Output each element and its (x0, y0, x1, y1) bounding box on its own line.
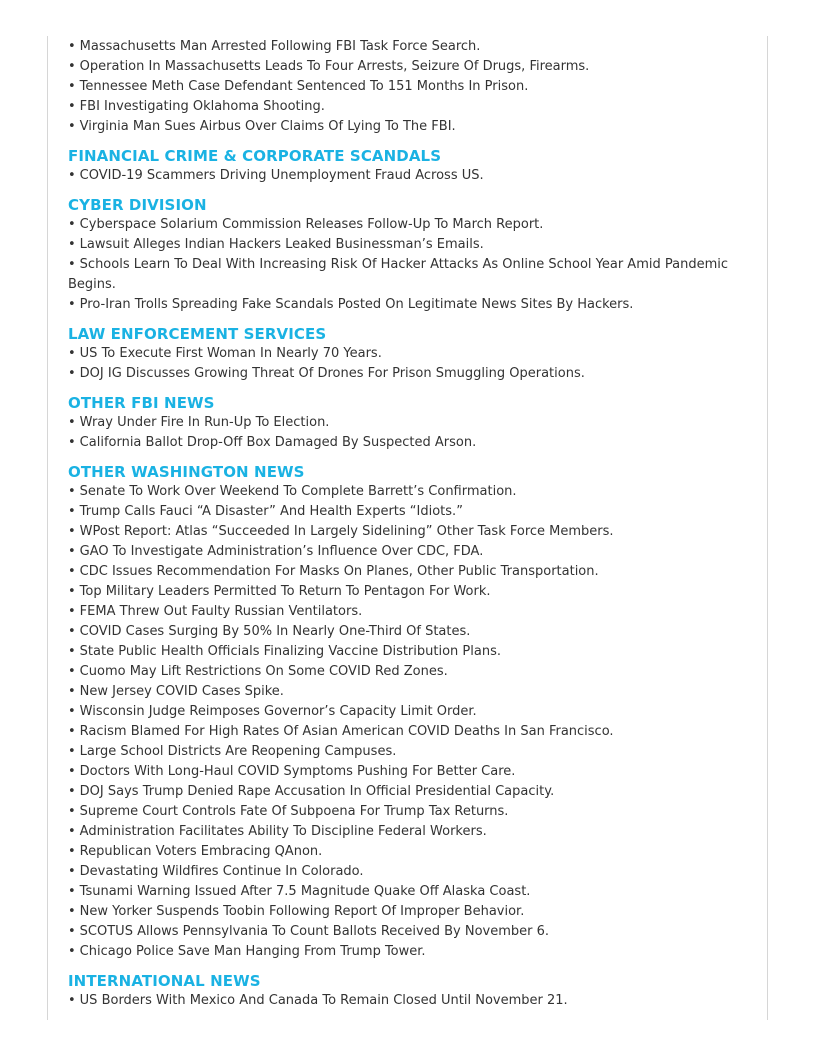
story-link[interactable]: Republican Voters Embracing QAnon. (79, 844, 323, 859)
bullet-icon: • (68, 684, 76, 699)
bullet-icon: • (68, 415, 76, 430)
bullet-icon: • (68, 724, 76, 739)
list-item (68, 117, 748, 137)
bullet-icon: • (68, 237, 76, 252)
story-link[interactable]: Virginia Man Sues Airbus Over Claims Of Lying To The FBI. (79, 119, 456, 134)
list-item (68, 255, 748, 295)
list-item (68, 902, 748, 922)
bullet-icon: • (68, 119, 76, 134)
news-section (68, 195, 748, 315)
list-item (68, 602, 748, 622)
story-link[interactable]: US Borders With Mexico And Canada To Remain Closed Until November 21. (79, 993, 568, 1008)
story-link[interactable]: Supreme Court Controls Fate Of Subpoena For Trump Tax Returns. (79, 804, 509, 819)
news-section (68, 324, 748, 384)
list-item (68, 542, 748, 562)
bullet-icon: • (68, 704, 76, 719)
list-item (68, 942, 748, 962)
story-list (68, 482, 748, 962)
list-item (68, 802, 748, 822)
list-item (68, 742, 748, 762)
story-link[interactable]: Cyberspace Solarium Commission Releases Follow-Up To March Report. (79, 217, 544, 232)
news-section (68, 393, 748, 453)
story-list (68, 991, 748, 1011)
list-item (68, 97, 748, 117)
list-item (68, 413, 748, 433)
section-heading: LAW ENFORCEMENT SERVICES (68, 325, 327, 343)
story-link[interactable]: DOJ Says Trump Denied Rape Accusation In Official Presidential Capacity. (79, 784, 555, 799)
list-item (68, 77, 748, 97)
list-item (68, 582, 748, 602)
story-link[interactable]: Tennessee Meth Case Defendant Sentenced To 151 Months In Prison. (79, 79, 529, 94)
story-link[interactable]: Tsunami Warning Issued After 7.5 Magnitude Quake Off Alaska Coast. (79, 884, 531, 899)
list-item (68, 622, 748, 642)
section-heading: OTHER WASHINGTON NEWS (68, 463, 305, 481)
list-item (68, 682, 748, 702)
list-item (68, 482, 748, 502)
bullet-icon: • (68, 993, 76, 1008)
story-list (68, 344, 748, 384)
story-list (68, 215, 748, 315)
story-link[interactable]: Operation In Massachusetts Leads To Four Arrests, Seizure Of Drugs, Firearms. (79, 59, 590, 74)
bullet-icon: • (68, 904, 76, 919)
bullet-icon: • (68, 524, 76, 539)
list-item (68, 295, 748, 315)
list-item (68, 782, 748, 802)
section-heading: INTERNATIONAL NEWS (68, 972, 261, 990)
list-item (68, 822, 748, 842)
bullet-icon: • (68, 824, 76, 839)
story-link[interactable]: WPost Report: Atlas “Succeeded In Largely Sidelining” Other Task Force Members. (79, 524, 614, 539)
story-link[interactable]: New Yorker Suspends Toobin Following Report Of Improper Behavior. (79, 904, 525, 919)
list-item (68, 922, 748, 942)
bullet-icon: • (68, 604, 76, 619)
list-item (68, 37, 748, 57)
bullet-icon: • (68, 544, 76, 559)
bullet-icon: • (68, 346, 76, 361)
list-item (68, 522, 748, 542)
list-item (68, 562, 748, 582)
bullet-icon: • (68, 844, 76, 859)
bullet-icon: • (68, 944, 76, 959)
list-item (68, 502, 748, 522)
bullet-icon: • (68, 624, 76, 639)
bullet-icon: • (68, 644, 76, 659)
list-item (68, 662, 748, 682)
list-item (68, 235, 748, 255)
news-digest (68, 37, 748, 1011)
story-link[interactable]: Senate To Work Over Weekend To Complete Barrett’s Confirmation. (79, 484, 517, 499)
bullet-icon: • (68, 168, 76, 183)
bullet-icon: • (68, 504, 76, 519)
bullet-icon: • (68, 366, 76, 381)
bullet-icon: • (68, 764, 76, 779)
list-item (68, 344, 748, 364)
bullet-icon: • (68, 435, 76, 450)
section-heading: CYBER DIVISION (68, 196, 207, 214)
story-link[interactable]: Top Military Leaders Permitted To Return To Pentagon For Work. (79, 584, 491, 599)
story-link[interactable]: Schools Learn To Deal With Increasing Risk Of Hacker Attacks As Online School Year Amid Pandemic Begins. (68, 257, 728, 292)
story-link[interactable]: COVID-19 Scammers Driving Unemployment Fraud Across US. (79, 168, 484, 183)
story-link[interactable]: Large School Districts Are Reopening Campuses. (79, 744, 397, 759)
story-link[interactable]: Doctors With Long-Haul COVID Symptoms Pushing For Better Care. (79, 764, 516, 779)
list-item (68, 433, 748, 453)
story-link[interactable]: FEMA Threw Out Faulty Russian Ventilators. (79, 604, 363, 619)
bullet-icon: • (68, 924, 76, 939)
story-link[interactable]: Pro-Iran Trolls Spreading Fake Scandals Posted On Legitimate News Sites By Hackers. (79, 297, 634, 312)
list-item (68, 722, 748, 742)
bullet-icon: • (68, 99, 76, 114)
bullet-icon: • (68, 59, 76, 74)
news-section (68, 462, 748, 962)
list-item (68, 991, 748, 1011)
story-link[interactable]: Wray Under Fire In Run-Up To Election. (79, 415, 330, 430)
section-heading: FINANCIAL CRIME & CORPORATE SCANDALS (68, 147, 442, 165)
story-link[interactable]: CDC Issues Recommendation For Masks On Planes, Other Public Transportation. (79, 564, 599, 579)
story-list (68, 166, 748, 186)
bullet-icon: • (68, 664, 76, 679)
story-list (68, 413, 748, 453)
story-link[interactable]: Administration Facilitates Ability To Discipline Federal Workers. (79, 824, 487, 839)
bullet-icon: • (68, 744, 76, 759)
story-link[interactable]: US To Execute First Woman In Nearly 70 Years. (79, 346, 382, 361)
section-heading: OTHER FBI NEWS (68, 394, 215, 412)
story-link[interactable]: Devastating Wildfires Continue In Colorado. (79, 864, 364, 879)
story-link[interactable]: COVID Cases Surging By 50% In Nearly One-Third Of States. (79, 624, 471, 639)
bullet-icon: • (68, 564, 76, 579)
story-link[interactable]: Wisconsin Judge Reimposes Governor’s Capacity Limit Order. (79, 704, 477, 719)
story-link[interactable]: Trump Calls Fauci “A Disaster” And Health Experts “Idiots.” (79, 504, 463, 519)
list-item (68, 364, 748, 384)
list-item (68, 57, 748, 77)
bullet-icon: • (68, 79, 76, 94)
news-section (68, 37, 748, 137)
bullet-icon: • (68, 884, 76, 899)
bullet-icon: • (68, 584, 76, 599)
bullet-icon: • (68, 217, 76, 232)
bullet-icon: • (68, 297, 76, 312)
list-item (68, 862, 748, 882)
story-link[interactable]: Chicago Police Save Man Hanging From Trump Tower. (79, 944, 426, 959)
story-link[interactable]: Cuomo May Lift Restrictions On Some COVID Red Zones. (79, 664, 448, 679)
story-link[interactable]: GAO To Investigate Administration’s Influence Over CDC, FDA. (79, 544, 484, 559)
news-section (68, 971, 748, 1011)
list-item (68, 762, 748, 782)
list-item (68, 882, 748, 902)
story-link[interactable]: California Ballot Drop-Off Box Damaged By Suspected Arson. (79, 435, 477, 450)
story-list (68, 37, 748, 137)
list-item (68, 842, 748, 862)
story-link[interactable]: State Public Health Officials Finalizing Vaccine Distribution Plans. (79, 644, 501, 659)
story-link[interactable]: Massachusetts Man Arrested Following FBI Task Force Search. (79, 39, 481, 54)
story-link[interactable]: Lawsuit Alleges Indian Hackers Leaked Businessman’s Emails. (79, 237, 484, 252)
list-item (68, 642, 748, 662)
bullet-icon: • (68, 257, 76, 272)
story-link[interactable]: DOJ IG Discusses Growing Threat Of Drones For Prison Smuggling Operations. (79, 366, 585, 381)
story-link[interactable]: New Jersey COVID Cases Spike. (79, 684, 284, 699)
bullet-icon: • (68, 784, 76, 799)
story-link[interactable]: FBI Investigating Oklahoma Shooting. (79, 99, 325, 114)
news-section (68, 146, 748, 186)
list-item (68, 702, 748, 722)
bullet-icon: • (68, 864, 76, 879)
list-item (68, 215, 748, 235)
bullet-icon: • (68, 804, 76, 819)
story-link[interactable]: Racism Blamed For High Rates Of Asian American COVID Deaths In San Francisco. (79, 724, 614, 739)
list-item (68, 166, 748, 186)
bullet-icon: • (68, 39, 76, 54)
bullet-icon: • (68, 484, 76, 499)
story-link[interactable]: SCOTUS Allows Pennsylvania To Count Ballots Received By November 6. (79, 924, 550, 939)
